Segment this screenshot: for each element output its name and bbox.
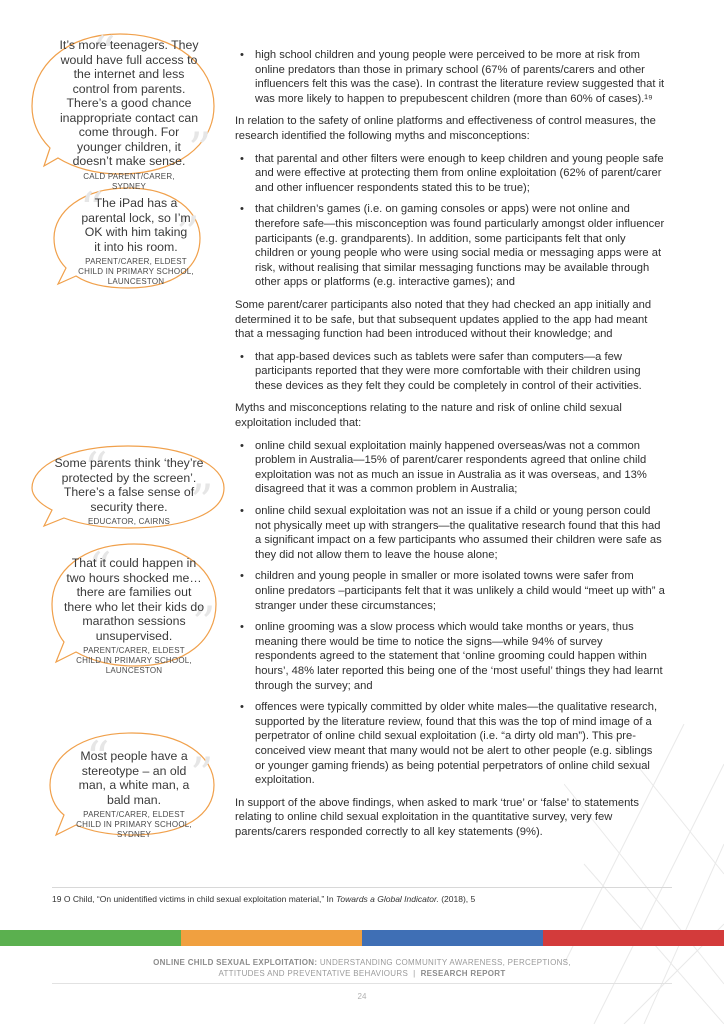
color-band	[0, 930, 724, 946]
pull-quote-4	[62, 542, 216, 676]
close-quote-icon: ”	[192, 596, 216, 650]
footer-title-line2: ATTITUDES AND PREVENTATIVE BEHAVIOURS	[218, 969, 409, 978]
paragraph: Some parent/carer participants also noted that they had checked an app initially and determined it to be safe, but that subsequent updates applied to the app had meant that a messaging function had been introduced without their knowledge; and	[235, 298, 652, 341]
footnote-title: Towards a Global Indicator.	[335, 894, 439, 904]
list-item: • offences were typically committed by older white males—the qualitative research, supported by the literature review, found that this was the top of mind image of a perpetrator of online child sexual exploitation (i.e. “a dirty old man”). This pre-conceived view meant that many would not be alert to other people (e.g. siblings or younger gaming friends) as being potential perpetrators of online child sexual exploitation.	[235, 700, 665, 788]
paragraph: In support of the above findings, when asked to mark ‘true’ or ‘false’ to statements relating to online child sexual exploitation in the quantitative survey, very few parents/carers responded correctly to all key statements (9%).	[235, 796, 640, 838]
close-quote-icon: ”	[176, 206, 200, 260]
pull-quote-5	[64, 731, 214, 840]
quote-text: That it could happen in two hours shocked me… there are families out there who let their kids do marathon sessions unsupervised.	[63, 556, 205, 643]
footer-divider	[52, 983, 672, 984]
color-band-green	[0, 930, 181, 946]
bullet-list-risk-age	[235, 48, 665, 106]
main-body-text	[235, 48, 665, 848]
footnote	[52, 894, 475, 904]
open-quote-icon: “	[92, 26, 116, 80]
footnote-divider	[52, 887, 672, 888]
close-quote-icon: ”	[188, 122, 212, 176]
close-quote-icon: ”	[190, 474, 214, 528]
pull-quote-1	[52, 26, 212, 192]
quote-attribution: EDUCATOR, CAIRNS	[87, 517, 171, 526]
list-item: • that children’s games (i.e. on gaming consoles or apps) were not online and therefore safe—this misconception was found particularly amongst older influencer participants (e.g. grandparents). In addition, some participants felt that only children or young people who were using social media or messaging apps were at risk, without realising that similar messaging functions may be available through other apps or platforms (e.g. interactive games); and	[235, 202, 665, 290]
page-number: 24	[357, 992, 367, 1001]
open-quote-icon: “	[84, 442, 108, 496]
quote-text: Some parents think ‘they’re protected by the screen’. There’s a false sense of security there.	[54, 456, 204, 514]
bullet-list-device-myth	[235, 350, 665, 394]
quote-attribution: PARENT/CARER, ELDEST CHILD IN PRIMARY SCHOOL, SYDNEY	[76, 810, 192, 839]
color-band-blue	[362, 930, 543, 946]
quote-attribution: PARENT/CARER, ELDEST CHILD IN PRIMARY SCHOOL, LAUNCESTON	[76, 646, 192, 675]
running-footer	[0, 957, 724, 979]
list-item: • online child sexual exploitation mainly happened overseas/was not a common problem in Australia—15% of parent/carer respondents agreed that online child exploitation was not as much an issue in Australia as it was overseas, and 13% disagreed that it was a common problem in Australia;	[235, 439, 665, 497]
list-item: • high school children and young people were perceived to be more at risk from online predators than those in primary school (67% of parents/carers and other influencers felt this was the case). In contrast the literature review suggested that it was more likely to happen to prepubescent children (more than 60% of cases).¹⁹	[235, 48, 665, 106]
list-item: • online child sexual exploitation was not an issue if a child or young person could not physically meet up with strangers—the qualitative research found that this had a significant impact on a few participants who assumed their children were safe as they did not allow them to leave the house alone;	[235, 504, 665, 562]
footer-report-label: RESEARCH REPORT	[420, 969, 506, 978]
paragraph: Myths and misconceptions relating to the nature and risk of online child sexual exploitation included that:	[235, 402, 622, 430]
quote-attribution: PARENT/CARER, ELDEST CHILD IN PRIMARY SCHOOL, LAUNCESTON	[78, 257, 194, 286]
quote-text: The iPad has a parental lock, so I’m OK with him taking it into his room.	[81, 196, 191, 254]
open-quote-icon: “	[86, 731, 110, 785]
list-item: • children and young people in smaller or more isolated towns were safer from online predators –participants felt that it was unlikely a child would “meet up with” a stranger under these circumstances;	[235, 569, 665, 613]
footer-title-bold: ONLINE CHILD SEXUAL EXPLOITATION:	[153, 958, 318, 967]
list-item: • that app-based devices such as tablets were safer than computers—a few participants reported that they were more comfortable with their children using these devices as they felt they could be completely in control of their activities.	[235, 350, 665, 394]
pull-quote-3	[48, 442, 214, 528]
footnote-text: O Child, “On unidentified victims in child sexual exploitation material,” In	[63, 894, 334, 904]
bullet-list-platform-myths	[235, 152, 665, 290]
open-quote-icon: “	[88, 542, 112, 596]
bullet-list-nature-myths	[235, 439, 665, 788]
color-band-orange	[181, 930, 362, 946]
color-band-red	[543, 930, 724, 946]
pull-quote-2	[72, 182, 200, 287]
footnote-number: 19	[52, 894, 62, 904]
open-quote-icon: “	[80, 182, 104, 236]
footnote-text-end: (2018), 5	[441, 894, 476, 904]
paragraph: In relation to the safety of online platforms and effectiveness of control measures, the research identified the following myths and misconceptions:	[235, 115, 656, 142]
quote-text: It’s more teenagers. They would have full access to the internet and less control from parents. There’s a good chance inappropriate contact can come through. For younger children, it doesn’t make sense.	[59, 38, 199, 168]
quote-attribution: CALD PARENT/CARER, SYDNEY	[83, 171, 175, 191]
quote-text: Most people have a stereotype – an old man, a white man, a bald man.	[78, 749, 190, 807]
close-quote-icon: ”	[190, 747, 214, 801]
footer-separator: |	[413, 969, 416, 978]
footer-title: UNDERSTANDING COMMUNITY AWARENESS, PERCEPTIONS,	[319, 958, 571, 967]
list-item: • that parental and other filters were enough to keep children and young people safe and were effective at protecting them from online exploitation (62% of parent/carer and other influencer respondents stated this to be true);	[235, 152, 665, 196]
list-item: • online grooming was a slow process which would take months or years, thus meaning there would be time to notice the signs—while 94% of survey respondents agreed to the statement that ‘online grooming could happen within hours’, 48% later reported this being one of the ‘most useful’ things they had learnt through the survey; and	[235, 620, 665, 693]
